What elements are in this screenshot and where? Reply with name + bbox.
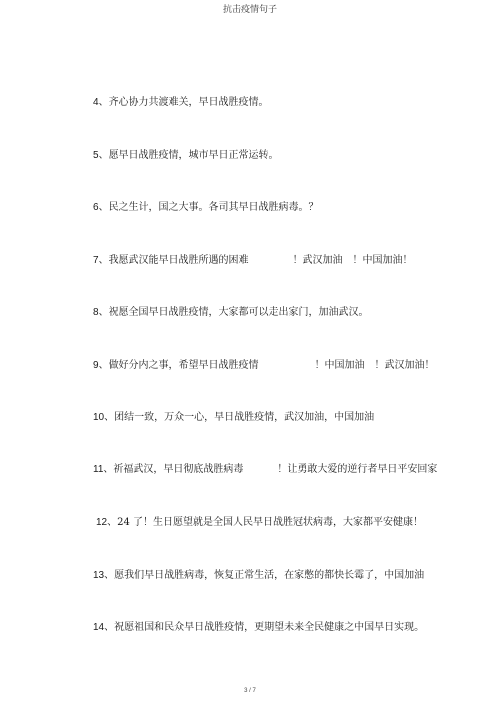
page-header-title: 抗击疫情句子 xyxy=(222,5,277,15)
list-item: 7、我愿武汉能早日战胜所遇的困难 ！武汉加油 ！中国加油！ xyxy=(93,255,413,266)
list-item: 5、愿早日战胜疫情，城市早日正常运转。 xyxy=(93,150,279,161)
list-item: 4、齐心协力共渡难关，早日战胜疫情。 xyxy=(93,97,269,108)
list-item: 12、24 了！生日愿望就是全国人民早日战胜冠状病毒，大家都平安健康！ xyxy=(96,517,424,528)
list-item: 10、团结一致，万众一心，早日战胜疫情，武汉加油，中国加油 xyxy=(93,412,375,423)
list-item: 6、民之生计，国之大事。各司其早日战胜病毒。？ xyxy=(93,202,319,213)
page-number: 3 / 7 xyxy=(244,688,256,694)
list-item: 13、愿我们早日战胜病毒，恢复正常生活，在家憋的都快长霉了，中国加油 xyxy=(93,570,425,581)
list-item: 11、祈福武汉，早日彻底战胜病毒 ！让勇敢大爱的逆行者早日平安回家 xyxy=(93,464,438,475)
list-item: 8、祝愿全国早日战胜疫情，大家都可以走出家门，加油武汉。 xyxy=(93,307,369,318)
list-item: 14、祝愿祖国和民众早日战胜疫情，更期望未来全民健康之中国早日实现。 xyxy=(93,622,425,633)
list-item: 9、做好分内之事，希望早日战胜疫情 ！中国加油 ！武汉加油！ xyxy=(93,360,435,371)
